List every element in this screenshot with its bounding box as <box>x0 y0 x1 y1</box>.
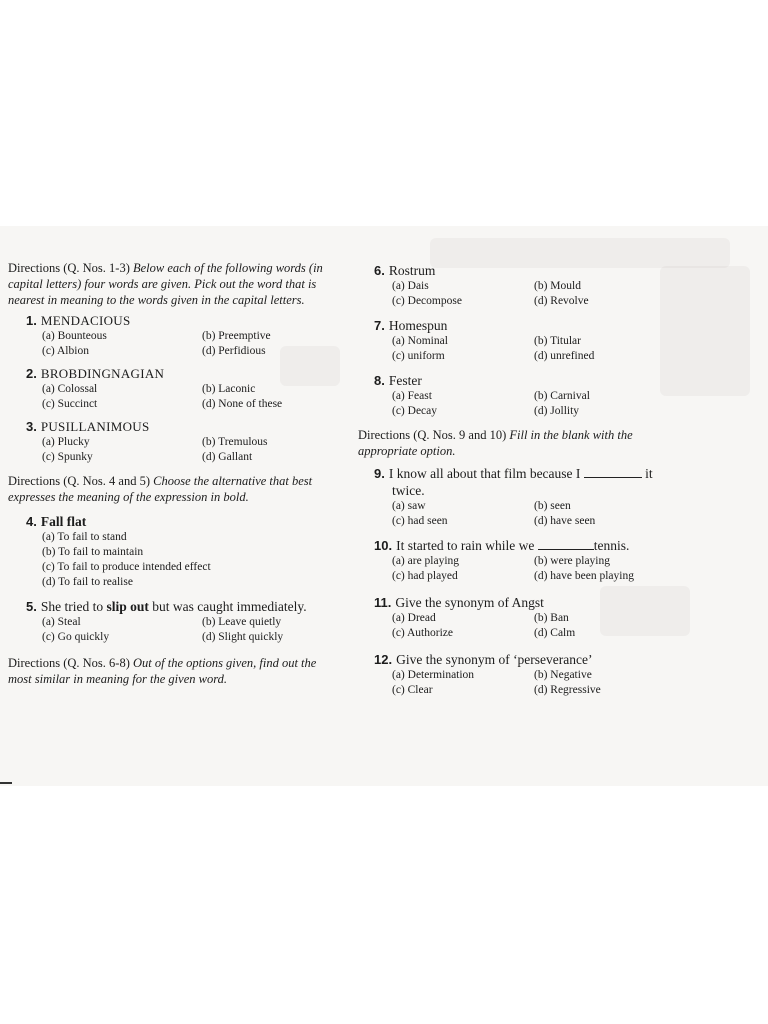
option-c[interactable]: (c) Succinct <box>42 398 98 410</box>
directions-q4-5 <box>8 473 348 505</box>
option-c[interactable]: (c) uniform <box>392 350 445 362</box>
option-a[interactable]: (a) Nominal <box>392 335 448 347</box>
option-a[interactable]: (a) saw <box>392 500 426 512</box>
question-number: 3. <box>26 419 37 434</box>
question-6 <box>356 262 686 279</box>
option-a[interactable]: (a) are playing <box>392 555 460 567</box>
question-number: 2. <box>26 366 37 381</box>
option-c[interactable]: (c) To fail to produce intended effect <box>42 561 211 573</box>
directions-text: Choose the alternative that best expresses the meaning of the expression in bold. <box>8 474 313 504</box>
option-b[interactable]: (b) Negative <box>534 669 592 681</box>
options-5 <box>8 615 348 645</box>
directions-label: Directions <box>358 428 411 442</box>
option-b[interactable]: (b) Carnival <box>534 390 590 402</box>
option-a[interactable]: (a) Feast <box>392 390 432 402</box>
directions-text: Fill in the blank with the appropriate option. <box>358 428 633 458</box>
option-d[interactable]: (d) To fail to realise <box>42 576 133 588</box>
option-b[interactable]: (b) Mould <box>534 280 581 292</box>
option-a[interactable]: (a) Dread <box>392 612 436 624</box>
question-7 <box>356 317 686 334</box>
option-a[interactable]: (a) Plucky <box>42 436 90 448</box>
option-a[interactable]: (a) Dais <box>392 280 429 292</box>
option-a[interactable]: (a) Bounteous <box>42 330 107 342</box>
question-word: BROBDINGNAGIAN <box>40 366 165 381</box>
options-2 <box>8 382 348 412</box>
question-word: Rostrum <box>388 263 436 278</box>
option-d[interactable]: (d) Gallant <box>202 451 253 463</box>
question-text: Give the synonym of ‘perseverance’ <box>396 652 593 667</box>
directions-label: Directions <box>8 474 61 488</box>
option-d[interactable]: (d) Perfidious <box>202 345 266 357</box>
question-5 <box>8 598 348 615</box>
option-d[interactable]: (d) Revolve <box>534 295 589 307</box>
question-text: It started to rain while we <box>396 538 535 553</box>
option-c[interactable]: (c) had played <box>392 570 458 582</box>
options-1 <box>8 329 348 359</box>
directions-text: Out of the options given, find out the most similar in meaning for the given word. <box>8 656 317 686</box>
option-b[interactable]: (b) To fail to maintain <box>42 546 144 558</box>
option-c[interactable]: (c) Clear <box>392 684 433 696</box>
option-b[interactable]: (b) Titular <box>534 335 581 347</box>
question-number: 8. <box>374 373 385 388</box>
options-11 <box>356 611 686 641</box>
directions-range: (Q. Nos. 6-8) <box>63 656 130 670</box>
question-number: 1. <box>26 313 37 328</box>
question-number: 5. <box>26 599 37 614</box>
options-7 <box>356 334 686 364</box>
right-column <box>356 262 686 698</box>
question-11 <box>356 594 686 611</box>
option-b[interactable]: (b) Tremulous <box>202 436 268 448</box>
question-text: tennis. <box>593 538 630 553</box>
question-text-continued: twice. <box>392 483 425 498</box>
options-3 <box>8 435 348 465</box>
options-9 <box>356 499 686 529</box>
option-d[interactable]: (d) Slight quickly <box>202 631 284 643</box>
question-4 <box>8 513 348 530</box>
question-8 <box>356 372 686 389</box>
option-b[interactable]: (b) Laconic <box>202 383 256 395</box>
question-text: Give the synonym of Angst <box>395 595 544 610</box>
directions-q1-3 <box>8 260 348 308</box>
option-b[interactable]: (b) seen <box>534 500 571 512</box>
directions-range: (Q. Nos. 4 and 5) <box>63 474 150 488</box>
question-word: Homespun <box>388 318 448 333</box>
question-word: PUSILLANIMOUS <box>40 419 150 434</box>
question-word: Fester <box>388 373 422 388</box>
option-d[interactable]: (d) Jollity <box>534 405 580 417</box>
question-3 <box>8 418 348 435</box>
option-d[interactable]: (d) unrefined <box>534 350 595 362</box>
option-c[interactable]: (c) Go quickly <box>42 631 110 643</box>
option-d[interactable]: (d) have seen <box>534 515 596 527</box>
option-c[interactable]: (c) Decompose <box>392 295 462 307</box>
directions-q9-10 <box>358 427 678 459</box>
question-text: but was caught immediately. <box>148 599 307 614</box>
question-number: 9. <box>374 466 385 481</box>
question-number: 12. <box>374 652 393 667</box>
option-b[interactable]: (b) Preemptive <box>202 330 271 342</box>
option-a[interactable]: (a) Determination <box>392 669 475 681</box>
option-c[interactable]: (c) Spunky <box>42 451 93 463</box>
option-c[interactable]: (c) Authorize <box>392 627 453 639</box>
directions-range: (Q. Nos. 1-3) <box>63 261 130 275</box>
option-d[interactable]: (d) Calm <box>534 627 576 639</box>
question-12 <box>356 651 686 668</box>
question-2 <box>8 365 348 382</box>
option-d[interactable]: (d) None of these <box>202 398 283 410</box>
options-8 <box>356 389 686 419</box>
question-9 <box>356 465 686 499</box>
question-number: 10. <box>374 538 393 553</box>
question-1 <box>8 312 348 329</box>
options-10 <box>356 554 686 584</box>
option-d[interactable]: (d) Regressive <box>534 684 601 696</box>
question-bold-phrase: slip out <box>106 599 149 614</box>
question-text: I know all about that film because I <box>388 466 581 481</box>
question-10 <box>356 537 686 554</box>
option-b[interactable]: (b) Leave quietly <box>202 616 282 628</box>
directions-label: Directions <box>8 261 61 275</box>
option-a[interactable]: (a) Colossal <box>42 383 98 395</box>
option-c[interactable]: (c) had seen <box>392 515 448 527</box>
question-text: it <box>645 466 653 481</box>
option-a[interactable]: (a) To fail to stand <box>42 531 127 543</box>
option-d[interactable]: (d) have been playing <box>534 570 634 582</box>
fill-blank[interactable] <box>538 539 594 550</box>
question-number: 11. <box>374 595 392 610</box>
option-c[interactable]: (c) Albion <box>42 345 89 357</box>
directions-text: Below each of the following words (in capital letters) four words are given. Pick out the word that is nearest in meaning to the words given in the capital letters. <box>8 261 323 307</box>
question-word: MENDACIOUS <box>40 313 131 328</box>
directions-label: Directions <box>8 656 61 670</box>
left-column <box>8 260 348 691</box>
question-number: 6. <box>374 263 385 278</box>
directions-q6-8 <box>8 655 338 687</box>
fill-blank[interactable] <box>584 467 642 478</box>
option-a[interactable]: (a) Steal <box>42 616 81 628</box>
question-number: 7. <box>374 318 385 333</box>
option-c[interactable]: (c) Decay <box>392 405 438 417</box>
edge-mark <box>0 782 12 784</box>
options-4 <box>8 530 348 590</box>
question-phrase: Fall flat <box>40 514 87 529</box>
option-b[interactable]: (b) were playing <box>534 555 610 567</box>
option-b[interactable]: (b) Ban <box>534 612 569 624</box>
directions-range: (Q. Nos. 9 and 10) <box>413 428 507 442</box>
options-6 <box>356 279 686 309</box>
question-number: 4. <box>26 514 37 529</box>
options-12 <box>356 668 686 698</box>
question-text: She tried to <box>40 599 107 614</box>
